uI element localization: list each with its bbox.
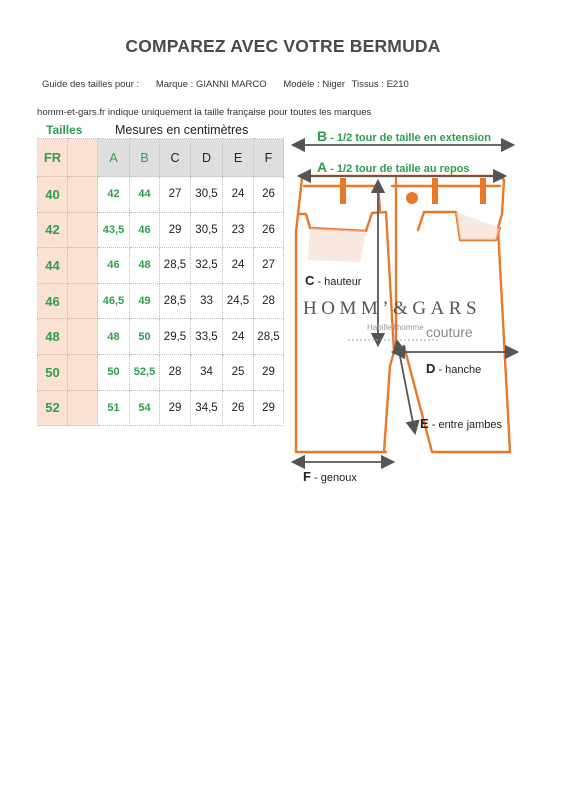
measure-d: 33,5 [191,319,223,355]
table-row [38,390,284,426]
measure-f: 26 [254,212,284,248]
measure-e: 23 [223,212,254,248]
label-b-letter: B [317,128,328,144]
column-header-blank [68,139,98,177]
label-a-text: - 1/2 tour de taille au repos [327,163,470,175]
measure-d: 34,5 [191,390,223,426]
sizing-notice: homm-et-gars.fr indique uniquement la taille française pour toutes les marques [37,107,372,118]
measure-c: 29 [160,390,191,426]
label-f-text: - genoux [310,472,357,484]
size-table [37,138,284,426]
label-e-letter: E [420,416,429,431]
measure-e: 24 [223,248,254,284]
measures-header: Mesures en centimètres [115,123,249,137]
measure-a: 51 [98,390,130,426]
measure-a: 46,5 [98,283,130,319]
blank-cell [68,283,98,319]
measure-b: 52,5 [130,354,160,390]
column-header-f: F [254,139,284,177]
column-header-b: B [130,139,160,177]
measure-e: 26 [223,390,254,426]
measure-c: 28 [160,354,191,390]
table-row [38,212,284,248]
label-a [317,159,470,175]
size-fr: 42 [38,212,68,248]
measure-e: 24,5 [223,283,254,319]
brand-logo: HOMM’&GARS [303,298,482,319]
arrow-e [398,346,414,428]
column-header-d: D [191,139,223,177]
table-row [38,248,284,284]
label-e-text: - entre jambes [428,419,503,431]
size-fr: 46 [38,283,68,319]
column-header-fr: FR [38,139,68,177]
measure-a: 50 [98,354,130,390]
label-b-text: - 1/2 tour de taille en extension [327,132,491,144]
label-b [317,128,491,144]
measure-d: 30,5 [191,177,223,213]
measure-a: 46 [98,248,130,284]
measure-c: 27 [160,177,191,213]
label-f [303,469,357,484]
measure-b: 46 [130,212,160,248]
measure-f: 29 [254,390,284,426]
guide-brand: Marque : GIANNI MARCO [155,79,267,90]
size-fr: 50 [38,354,68,390]
measure-d: 30,5 [191,212,223,248]
blank-cell [68,354,98,390]
measure-c: 28,5 [160,248,191,284]
table-header-row [38,139,284,177]
size-fr: 48 [38,319,68,355]
size-guide-line [42,79,413,90]
label-e [420,416,502,431]
guide-model: Modèle : Niger [283,79,346,90]
measure-d: 34 [191,354,223,390]
column-header-a: A [98,139,130,177]
label-a-letter: A [317,159,328,175]
measure-f: 28,5 [254,319,284,355]
measure-d: 32,5 [191,248,223,284]
blank-cell [68,319,98,355]
measure-b: 50 [130,319,160,355]
guide-fabric: Tissus : E210 [351,79,409,90]
size-fr: 44 [38,248,68,284]
measure-d: 33 [191,283,223,319]
measure-c: 28,5 [160,283,191,319]
sizes-header: Tailles [46,123,83,137]
blank-cell [68,248,98,284]
measure-b: 48 [130,248,160,284]
measure-f: 26 [254,177,284,213]
size-fr: 40 [38,177,68,213]
measure-e: 25 [223,354,254,390]
measure-a: 43,5 [98,212,130,248]
label-d [426,361,481,376]
measure-f: 27 [254,248,284,284]
table-row [38,177,284,213]
table-row [38,354,284,390]
label-d-letter: D [426,361,436,376]
blank-cell [68,177,98,213]
page-title: COMPAREZ AVEC VOTRE BERMUDA [125,36,441,56]
label-c-text: - hauteur [314,276,362,288]
guide-label: Guide des tailles pour : [42,79,140,90]
column-header-c: C [160,139,191,177]
table-row [38,283,284,319]
blank-cell [68,212,98,248]
label-f-letter: F [303,469,311,484]
measure-f: 28 [254,283,284,319]
measure-f: 29 [254,354,284,390]
measure-a: 42 [98,177,130,213]
table-row [38,319,284,355]
column-header-e: E [223,139,254,177]
measure-b: 49 [130,283,160,319]
button-icon [406,192,418,204]
measure-b: 54 [130,390,160,426]
measure-c: 29 [160,212,191,248]
measure-b: 44 [130,177,160,213]
measure-e: 24 [223,319,254,355]
measure-c: 29,5 [160,319,191,355]
label-c [305,273,361,288]
label-c-letter: C [305,273,315,288]
brand-couture: couture [426,324,473,340]
brand-tagline: Habille l'homme [367,323,424,332]
size-fr: 52 [38,390,68,426]
blank-cell [68,390,98,426]
measure-e: 24 [223,177,254,213]
measure-a: 48 [98,319,130,355]
label-d-text: - hanche [435,364,482,376]
